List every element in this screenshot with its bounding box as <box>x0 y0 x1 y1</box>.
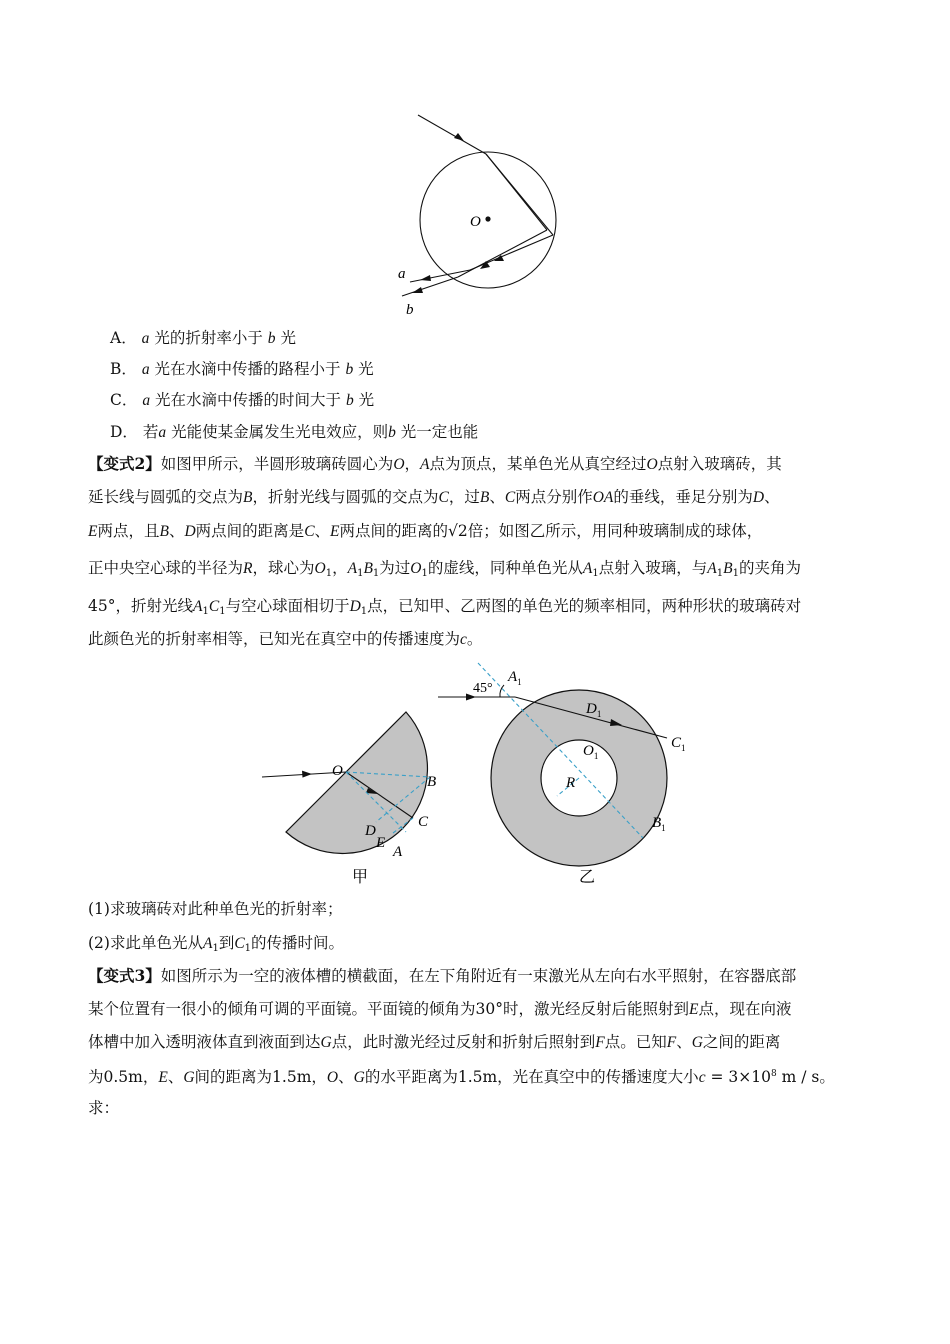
arrow-exit-b <box>412 287 423 293</box>
yi-label-A1: $A_1$ <box>508 669 522 687</box>
option-a: A． a 光的折射率小于 b 光 <box>110 329 296 347</box>
figure-jia <box>262 712 436 886</box>
yi-label-O1: $O_1$ <box>583 743 599 761</box>
question-2: (2)求此单色光从$A_1$到$C_1$的传播时间。 <box>88 934 345 954</box>
refracted-ray-b <box>486 154 547 230</box>
figure-yi <box>438 663 686 886</box>
angle-arc <box>500 685 504 697</box>
variant2-line3: E两点，且B、D两点间的距离是C、E两点间的距离的√2倍；如图乙所示，用同种玻璃制成的球体， <box>88 522 763 540</box>
yi-label-angle: 45° <box>473 681 493 696</box>
jia-label-C: C <box>418 814 429 830</box>
jia-label-O: O <box>332 763 343 779</box>
variant2-line6: 此颜色光的折射率相等，已知光在真空中的传播速度为c。 <box>88 630 483 648</box>
label-O: O <box>470 214 481 230</box>
yi-label-C1: $C_1$ <box>671 735 686 753</box>
variant2-line5: 45°，折射光线$A_1C_1$与空心球面相切于$D_1$点，已知甲、乙两图的单色光的频率相同，两种形状的玻璃砖对 <box>88 597 802 617</box>
jia-label-E: E <box>376 835 386 851</box>
label-b: b <box>406 302 414 318</box>
option-c: C． a 光在水滴中传播的时间大于 b 光 <box>110 391 375 409</box>
yi-label-R: R <box>566 775 576 791</box>
label-a: a <box>398 266 406 282</box>
variant2-line1: 【变式2】如图甲所示，半圆形玻璃砖圆心为O，A点为顶点，某单色光从真空经过O点射入玻璃砖，其 <box>88 454 782 473</box>
jia-label-B: B <box>427 774 437 790</box>
jia-label-A: A <box>393 844 403 860</box>
variant3-line3: 体槽中加入透明液体直到液面到达G点，此时激光经过反射和折射后照射到F点。已知F、G之间的距离 <box>88 1033 781 1051</box>
variant2-line4: 正中央空心球的半径为R，球心为$O_1$，$A_1B_1$为过$O_1$的虚线，同种单色光从$A_1$点射入玻璃，与$A_1B_1$的夹角为 <box>88 559 801 579</box>
arrow-exit-a <box>420 275 431 281</box>
reflected-ray-a <box>470 235 553 270</box>
variant3-line2: 某个位置有一很小的倾角可调的平面镜。平面镜的倾角为30°时，激光经反射后能照射到E点，现在向液 <box>88 1000 792 1018</box>
center-dot <box>485 216 490 221</box>
glass-figure <box>250 655 700 890</box>
incident-ray <box>418 115 486 154</box>
arrow-incident <box>454 133 464 141</box>
jia-caption: 甲 <box>352 869 369 886</box>
variant2-line2: 延长线与圆弧的交点为B，折射光线与圆弧的交点为C，过B、C两点分别作OA的垂线，垂足分别为D、 <box>88 488 780 506</box>
yi-label-B1: $B_1$ <box>652 815 666 833</box>
variant3-line1: 【变式3】如图所示为一空的液体槽的横截面，在左下角附近有一束激光从左向右水平照射，在容器底部 <box>88 966 797 985</box>
yi-label-D1: $D_1$ <box>586 701 602 719</box>
variant3-line5: 求： <box>88 1099 120 1117</box>
option-b: B． a 光在水滴中传播的路程小于 b 光 <box>110 360 374 378</box>
arrow-jia <box>302 771 312 778</box>
jia-label-D: D <box>365 823 376 839</box>
yi-caption: 乙 <box>579 869 596 886</box>
question-1: (1)求玻璃砖对此种单色光的折射率； <box>88 900 343 918</box>
raindrop-figure <box>390 110 570 322</box>
option-d: D． 若a 光能使某金属发生光电效应，则b 光一定也能 <box>110 423 479 441</box>
variant3-line4: 为0.5m，E、G间的距离为1.5m，O、G的水平距离为1.5m，光在真空中的传播速度大小$c = 3\times 10^8$ m / s。 <box>88 1068 835 1086</box>
